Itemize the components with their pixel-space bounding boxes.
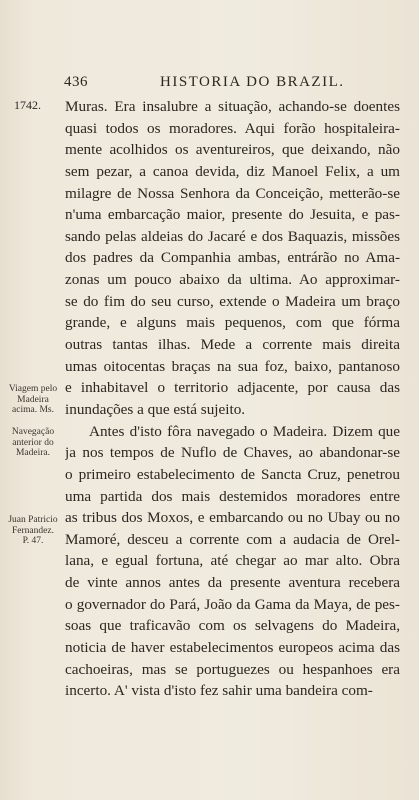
text-line: inundações a que está sujeito. (65, 400, 246, 418)
text-line: ja nos tempos de Nuflo de Chaves, ao abandonar-se (65, 444, 400, 462)
text-line: uma partida dos mais destemidos moradores entre (65, 487, 400, 505)
margin-note-line: Fernandez. (12, 525, 54, 536)
margin-note-juan-patricio (2, 515, 64, 547)
text-line: soas que traficavão com os selvagens do Madeira, (65, 617, 400, 635)
text-line: o governador do Pará, João da Gama da Maya, de pes- (65, 595, 400, 613)
text-line: e inhabitavel o territorio adjacente, por causa das (65, 379, 400, 397)
margin-note-line: Madeira (17, 394, 49, 405)
text-line: noticia de haver estabelecimentos europeos acima das (65, 639, 400, 657)
margin-note-line: acima. Ms. (12, 405, 54, 415)
text-line: o primeiro estabelecimento de Sancta Cruz, penetrou (65, 465, 400, 483)
text-line: de vinte annos antes da presente aventura recebera (65, 574, 400, 592)
text-line: cachoeiras, mas se portuguezes ou hespanhoes era (65, 660, 400, 678)
margin-note-line: P. 47. (22, 536, 44, 546)
page-header (60, 74, 405, 94)
text-line: se do fim do seu curso, extende o Madeira um braço (65, 292, 400, 310)
page-number: 436 (64, 74, 88, 90)
text-line: mente acolhidos os aventureiros, que deixando, não (65, 141, 400, 159)
margin-note-line: Viagem pelo (8, 384, 58, 394)
text-line: incerto. A' vista d'isto fez sahir uma bandeira com- (65, 682, 373, 700)
text-line: sem pezar, a canoa devida, diz Manoel Felix, a um (65, 162, 400, 180)
text-line: dos padres da Companhia ambas, entrárão no Ama- (65, 249, 400, 267)
text-line: as tribus dos Moxos, e embarcando ou no Ubay ou no (65, 509, 400, 527)
text-line: zonas um pouco abaixo da ultima. Ao approximar- (65, 271, 400, 289)
text-line: milagre de Nossa Senhora da Conceição, metterão-se (65, 184, 400, 202)
margin-note-line: Madeira. (15, 448, 51, 458)
text-line: Muras. Era insalubre a situação, achando-se doentes (65, 98, 400, 115)
margin-note-line: Navegação (11, 427, 55, 437)
margin-note-navegacao (2, 427, 64, 459)
running-title: HISTORIA DO BRAZIL. (160, 74, 345, 90)
margin-year: 1742. (14, 98, 41, 112)
text-line: n'uma embarcação maior, presente do Jesuita, e pas- (65, 206, 400, 224)
body-text (65, 96, 400, 702)
margin-note-line: anterior do (12, 437, 54, 448)
text-line: sando pelas aldeias do Jacaré e dos Baquazis, missões (65, 227, 400, 245)
text-line: umas oitocentas braças na sua foz, baixo, pantanoso (65, 357, 400, 375)
margin-note-viagem (2, 384, 64, 416)
text-line: grande, e alguns mais pequenos, com que fórma (65, 314, 400, 332)
text-line: lana, e egual fortuna, até chegar ao mar alto. Obra (65, 552, 400, 570)
text-line: Mamoré, desceu a corrente com a audacia de Orel- (65, 530, 400, 548)
text-line: quasi todos os moradores. Aqui forão hospitaleira- (65, 119, 400, 137)
text-line: outras tantas ilhas. Mede a corrente mais direita (65, 336, 400, 354)
margin-note-line: Juan Patricio (8, 515, 58, 525)
text-line: Antes d'isto fôra navegado o Madeira. Dizem que (89, 422, 400, 440)
